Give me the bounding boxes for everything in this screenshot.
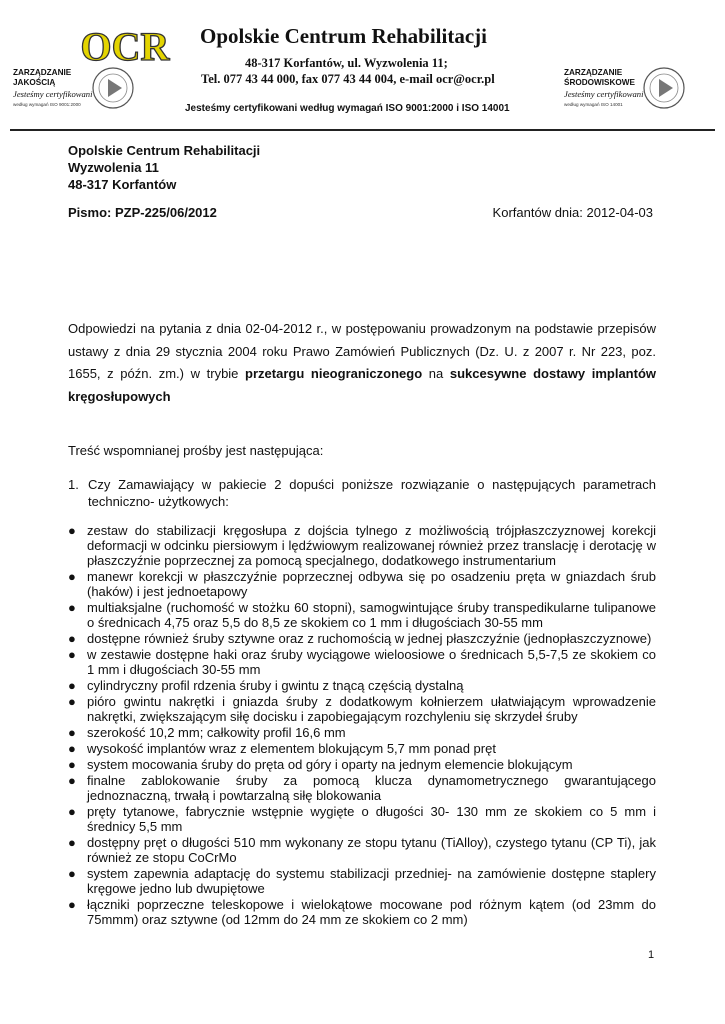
organization-contact: Tel. 077 43 44 000, fax 077 43 44 004, e-mail ocr@ocr.pl — [201, 72, 495, 86]
spec-list-item — [68, 647, 656, 677]
spec-text: system mocowania śruby do pręta od góry i oparty na jednym elemencie blokującym — [87, 757, 573, 772]
environmental-management-badge — [562, 66, 684, 118]
spec-text: multiaksjalne (ruchomość w stożku 60 stopni), samogwintujące śruby transpedikularne tulipanowe o średnicach 4,75 oraz 5,5 do 8,5 ze skokiem co 1 mm i długościach 30-55 mm — [87, 600, 656, 630]
bullet-icon: ● — [68, 741, 76, 756]
spec-list-item — [68, 773, 656, 803]
spec-list-item — [68, 569, 656, 599]
bullet-icon: ● — [68, 757, 76, 772]
spec-text: pręty tytanowe, fabrycznie wstępnie wygięte o długości 30- 130 mm ze skokiem co 5 mm i średnicy 5,5 mm — [87, 804, 656, 834]
certification-statement: Jesteśmy certyfikowani według wymagań ISO 9001:2000 i ISO 14001 — [185, 103, 510, 114]
organization-title: Opolskie Centrum Rehabilitacji — [200, 24, 487, 48]
spec-list-item — [68, 631, 656, 646]
bullet-icon: ● — [68, 678, 76, 693]
spec-text: łączniki poprzeczne teleskopowe i wielokątowe mocowane pod różnym kątem (od 23mm do 75mmm) oraz sztywne (od 12mm do 24 mm ze skokiem co 2 mm) — [87, 897, 656, 927]
spec-text: w zestawie dostępne haki oraz śruby wyciągowe wieloosiowe o średnicach 5,5-7,5 ze skokiem co 1 mm i długościach 30-55 mm — [87, 647, 656, 677]
bullet-icon: ● — [68, 694, 76, 709]
letter-reference: Pismo: PZP-225/06/2012 — [68, 205, 217, 220]
page-number: 1 — [648, 949, 655, 961]
recipient-street: Wyzwolenia 11 — [68, 160, 159, 175]
question-text: Czy Zamawiający w pakiecie 2 dopuści poniższe rozwiązanie o następujących parametrach techniczno- użytkowych: — [88, 477, 656, 509]
badge-title-line2: JAKOŚCIĄ — [13, 78, 56, 87]
spec-list-item — [68, 757, 656, 772]
badge-norm: według wymagań ISO 9001:2000 — [13, 102, 81, 107]
specification-list — [68, 523, 656, 928]
certification-seal-icon — [642, 66, 686, 110]
intro-paragraph — [68, 318, 656, 408]
badge-title-line1: ZARZĄDZANIE — [13, 68, 72, 77]
bullet-icon: ● — [68, 866, 76, 881]
spec-text: system zapewnia adaptację do systemu stabilizacji przedniej- na zamówienie dostępne staplery kręgowe jedno lub dwupiętowe — [87, 866, 656, 896]
spec-text: pióro gwintu nakrętki i gniazda śruby z dodatkowym kołnierzem ułatwiającym wprowadzenie nakrętki, zwiększającym siłę docisku i zapobiegającym rozchyleniu się skrzydeł śruby — [87, 694, 656, 724]
organization-address: 48-317 Korfantów, ul. Wyzwolenia 11; — [245, 56, 448, 70]
bullet-icon: ● — [68, 773, 76, 788]
bullet-icon: ● — [68, 897, 76, 912]
recipient-name: Opolskie Centrum Rehabilitacji — [68, 143, 261, 158]
intro-text: Odpowiedzi na pytania z dnia 02-04-2012 r., w postępowaniu prowadzonym na podstawie przepisów ustawy z dnia 29 stycznia 2004 roku Prawo Zamówień Publicznych (Dz. U. z 2007 r. Nr 223, poz. 1655, z późn. zm.) w trybie — [68, 321, 656, 381]
bullet-icon: ● — [68, 523, 76, 538]
spec-list-item — [68, 897, 656, 927]
spec-list-item — [68, 835, 656, 865]
spec-text: finalne zablokowanie śruby za pomocą klucza dynamometrycznego gwarantującego jednoznaczną, trwałą i powtarzalną siłę blokowania — [87, 773, 656, 803]
spec-text: cylindryczny profil rdzenia śruby i gwintu z tnącą częścią dystalną — [87, 678, 464, 693]
badge-subtitle: Jesteśmy certyfikowani — [564, 89, 644, 99]
bullet-icon: ● — [68, 835, 76, 850]
badge-title-line2: ŚRODOWISKOWE — [564, 78, 635, 87]
procurement-subject: sukcesywne dostawy implantów kręgosłupowych — [68, 366, 657, 404]
bullet-icon: ● — [68, 600, 76, 615]
procedure-type: przetargu nieograniczonego — [245, 366, 423, 381]
quality-management-badge — [11, 66, 133, 118]
question-item — [68, 476, 656, 510]
spec-text: zestaw do stabilizacji kręgosłupa z dojścia tylnego z możliwością trójpłaszczyznowej korekcji deformacji w odcinku piersiowym i lędźwiowym realizowanej również przez translację i derotację w płaszczyźnie poprzecznej za pomocą specjalnego, dodatkowego instrumentarium — [87, 523, 656, 568]
bullet-icon: ● — [68, 647, 76, 662]
bullet-icon: ● — [68, 631, 76, 646]
bullet-icon: ● — [68, 804, 76, 819]
badge-norm: według wymagań ISO 14001 — [564, 102, 623, 107]
spec-list-item — [68, 678, 656, 693]
certification-seal-icon — [91, 66, 135, 110]
bullet-icon: ● — [68, 569, 76, 584]
recipient-city: 48-317 Korfantów — [68, 177, 177, 192]
spec-text: wysokość implantów wraz z elementem blokującym 5,7 mm ponad pręt — [87, 741, 496, 756]
spec-text: szerokość 10,2 mm; całkowity profil 16,6 mm — [87, 725, 346, 740]
header-divider — [10, 129, 715, 131]
quote-intro: Treść wspomnianej prośby jest następująca: — [68, 443, 324, 458]
spec-list-item — [68, 725, 656, 740]
spec-list-item — [68, 804, 656, 834]
badge-title-line1: ZARZĄDZANIE — [564, 68, 623, 77]
letter-date: Korfantów dnia: 2012-04-03 — [492, 205, 653, 220]
badge-subtitle: Jesteśmy certyfikowani — [13, 89, 93, 99]
question-number: 1. — [68, 477, 79, 492]
ocr-logo-text: OCR — [80, 27, 170, 65]
spec-list-item — [68, 741, 656, 756]
spec-text: manewr korekcji w płaszczyźnie poprzecznej odbywa się po osadzeniu pręta w gniazdach śrub (haków) i jest jednoetapowy — [87, 569, 656, 599]
spec-list-item — [68, 600, 656, 630]
spec-list-item — [68, 523, 656, 568]
spec-text: dostępne również śruby sztywne oraz z ruchomością w jednej płaszczyźnie (jednopłaszczyznowe) — [87, 631, 652, 646]
spec-list-item — [68, 694, 656, 724]
intro-text-connector: na — [422, 366, 450, 381]
spec-text: dostępny pręt o długości 510 mm wykonany ze stopu tytanu (TiAlloy), czystego tytanu (CP Ti), jak również ze stopu CoCrMo — [87, 835, 656, 865]
bullet-icon: ● — [68, 725, 76, 740]
ocr-logo — [72, 27, 178, 65]
spec-list-item — [68, 866, 656, 896]
